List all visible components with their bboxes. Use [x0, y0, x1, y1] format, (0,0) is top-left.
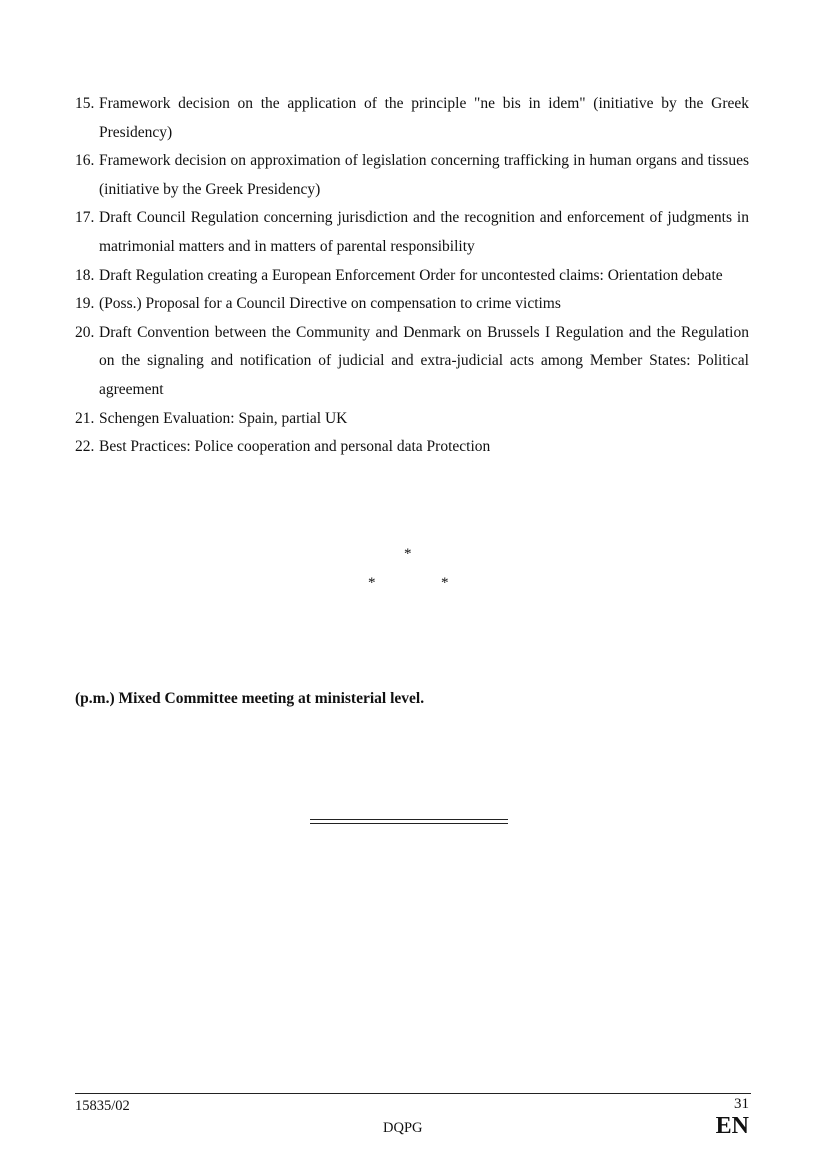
- agenda-item-number: 17.: [75, 209, 95, 227]
- agenda-item-number: 16.: [75, 152, 95, 170]
- separator-star-left: *: [368, 575, 376, 591]
- footer-doc-number: 15835/02: [75, 1098, 130, 1114]
- agenda-list: [75, 90, 749, 462]
- agenda-item-number: 18.: [75, 266, 95, 284]
- footer-page-number: 31: [734, 1096, 749, 1112]
- agenda-item: [75, 204, 749, 261]
- agenda-item: [75, 290, 749, 319]
- agenda-item-number: 21.: [75, 409, 95, 427]
- agenda-item-text: Framework decision on approximation of legislation concerning trafficking in human organs and tissues (initiative by the Greek Presidency): [99, 152, 749, 198]
- agenda-item: [75, 433, 749, 462]
- agenda-item-number: 15.: [75, 95, 95, 112]
- agenda-item-text: Framework decision on the application of the principle "ne bis in idem" (initiative by the Greek Presidency): [99, 95, 749, 141]
- agenda-item-number: 20.: [75, 323, 95, 341]
- agenda-item-number: 19.: [75, 295, 95, 313]
- agenda-item-text: Draft Regulation creating a European Enforcement Order for uncontested claims: Orientation debate: [99, 266, 723, 284]
- agenda-item: [75, 147, 749, 204]
- end-of-section-rule: [310, 819, 508, 824]
- agenda-item-text: (Poss.) Proposal for a Council Directive on compensation to crime victims: [99, 295, 561, 313]
- agenda-item-text: Best Practices: Police cooperation and personal data Protection: [99, 438, 491, 456]
- agenda-item-text: Draft Council Regulation concerning jurisdiction and the recognition and enforcement of judgments in matrimonial matters and in matters of parental responsibility: [99, 209, 749, 255]
- agenda-item-text: Schengen Evaluation: Spain, partial UK: [99, 409, 348, 427]
- agenda-item: [75, 319, 749, 405]
- agenda-item: [75, 405, 749, 434]
- pm-note: (p.m.) Mixed Committee meeting at ministerial level.: [75, 690, 425, 707]
- separator-star-top: *: [404, 546, 412, 562]
- agenda-item: [75, 262, 749, 291]
- footer-rule: [75, 1093, 751, 1094]
- footer-dept-code: DQPG: [383, 1120, 423, 1136]
- separator-star-right: *: [441, 575, 449, 591]
- footer-language-code: EN: [715, 1113, 749, 1139]
- agenda-item: [75, 90, 749, 147]
- agenda-item-number: 22.: [75, 438, 95, 456]
- agenda-item-text: Draft Convention between the Community and Denmark on Brussels I Regulation and the Regulation on the signaling and notification of judicial and extra-judicial acts among Member States: Political agreement: [99, 323, 749, 398]
